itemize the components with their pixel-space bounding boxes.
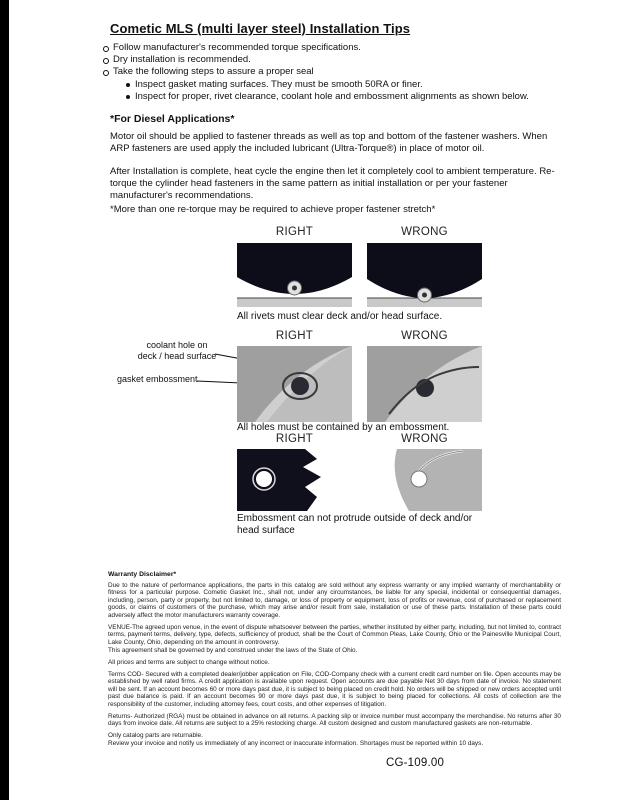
warranty-paragraph: Due to the nature of performance applications, the parts in this catalog are sold without any express warranty or any implied warranty of merchantability or fitness for a particular purpose. Cometic Gasket Inc., shall not, under any circumstances, be liable for any special, incidental or consequential damages, including, person, party or property, but not limited to, damage, or loss of property or equipment, loss of profits or revenue, cost of purchased or replacement goods, or claims of customers of the purchase, which may arise and/or result from sale, installation or use of these parts. Installation of these parts could adversely affect the motor manufacturers warranty coverage. xyxy=(108,581,561,619)
tip-item xyxy=(103,66,573,103)
warranty-paragraph: Terms COD- Secured with a completed dealer/jobber application on File, COD-Company check with a current credit card number on file. Open accounts may be established by well rated firms. A credit application is available upon request. Open accounts are due payable Net 30 days from date of invoice. No statement will be sent. If an account becomes 60 or more days past due, it is subject to being placed on credit hold. No orders will be shipped or new orders accepted until past due balance is paid. If an account becomes 90 or more days past due, it is subject to being placed for collections. All costs of collection are the responsibility of the customer, including attorney fees, court costs, and other expenses of litigation. xyxy=(108,670,561,708)
rivet-clearance-wrong-diagram xyxy=(367,243,482,307)
diesel-paragraph-retorque: After Installation is complete, heat cycle the engine then let it completely cool to ambient temperature. Re-torque the cylinder head fasteners in the same pattern as initial installation or per your fastener manufacturer's recommendations. xyxy=(110,166,555,201)
embossment-contained-right-diagram xyxy=(237,346,352,422)
gasket-embossment-annotation: gasket embossment xyxy=(117,374,198,384)
row1-wrong-label: WRONG xyxy=(401,226,448,238)
row2-caption: All holes must be contained by an embossment. xyxy=(237,422,450,433)
diesel-applications-heading: *For Diesel Applications* xyxy=(110,113,235,125)
rivet-clearance-right-diagram xyxy=(237,243,352,307)
embossment-inside-deck-right-diagram xyxy=(237,449,352,511)
tip-subitem: Inspect gasket mating surfaces. They must be smooth 50RA or finer. xyxy=(125,79,573,91)
embossment-contained-wrong-diagram xyxy=(367,346,482,422)
row1-right-label: RIGHT xyxy=(275,226,314,238)
row3-right-label: RIGHT xyxy=(275,433,314,445)
warranty-disclaimer-section xyxy=(108,571,561,752)
installation-tips-list xyxy=(103,42,573,103)
diesel-paragraph-oil: Motor oil should be applied to fastener threads as well as top and bottom of the fastener washers. When ARP fasteners are used apply the included lubricant (Ultra-Torque®) in place of motor oil. xyxy=(110,131,548,154)
page-title: Cometic MLS (multi layer steel) Installation Tips xyxy=(110,21,411,36)
warranty-paragraph: This agreement shall be governed by and construed under the laws of the State of Ohio. xyxy=(108,646,358,654)
row3-wrong-label: WRONG xyxy=(401,433,448,445)
warranty-paragraph: Only catalog parts are returnable. xyxy=(108,732,203,739)
embossment-beyond-edge-icon xyxy=(367,449,482,511)
coolant-hole-annotation: coolant hole on deck / head surface xyxy=(137,340,217,361)
embossment-protruding-wrong-diagram xyxy=(367,449,482,511)
warranty-paragraph: Returns- Authorized (RGA) must be obtained in advance on all returns. A packing slip or invoice number must accompany the merchandise. No returns after 30 days from invoice date. All returns are subject to a 25% restocking charge. All custom designed and custom manufactured gaskets are non-returnable. xyxy=(108,712,561,727)
retorque-note: *More than one re-torque may be required to achieve proper fastener stretch* xyxy=(110,204,436,215)
warranty-paragraph: VENUE-The agreed upon venue, in the event of dispute whatsoever between the parties, whether instituted by either party, including, but not limited to, contract terms, payment terms, delivery, type, defects, sufficiency of product, shall be the Court of Common Pleas, Lake County, Ohio or the Painesville Municipal Court, Lake County, Ohio, depending on the amount in controversy. xyxy=(108,623,561,646)
page-number-code: CG-109.00 xyxy=(386,757,445,769)
row2-right-label: RIGHT xyxy=(275,330,314,342)
warranty-paragraph: Review your invoice and notify us immediately of any incorrect or inaccurate information. Shortages must be reported within 10 days. xyxy=(108,740,484,747)
tip-subitem: Inspect for proper, rivet clearance, coolant hole and embossment alignments as shown below. xyxy=(125,91,573,103)
row2-wrong-label: WRONG xyxy=(401,330,448,342)
hole-outside-embossment-icon xyxy=(367,346,482,422)
rivet-touching-deck-icon xyxy=(367,243,482,307)
embossment-within-edge-icon xyxy=(237,449,352,511)
warranty-paragraph: All prices and terms are subject to change without notice. xyxy=(108,658,270,666)
page-edge-bar xyxy=(0,0,9,800)
tip-item-text: Take the following steps to assure a proper seal xyxy=(113,66,314,77)
warranty-heading: Warranty Disclaimer* xyxy=(108,571,177,578)
row1-caption: All rivets must clear deck and/or head surface. xyxy=(237,311,443,322)
tip-item: Follow manufacturer's recommended torque specifications. xyxy=(103,42,573,54)
row3-caption: Embossment can not protrude outside of deck and/or head surface xyxy=(237,513,473,536)
hole-inside-embossment-icon xyxy=(237,346,352,422)
rivet-clear-deck-icon xyxy=(237,243,352,307)
tip-sublist xyxy=(125,79,573,103)
tip-item: Dry installation is recommended. xyxy=(103,54,573,66)
